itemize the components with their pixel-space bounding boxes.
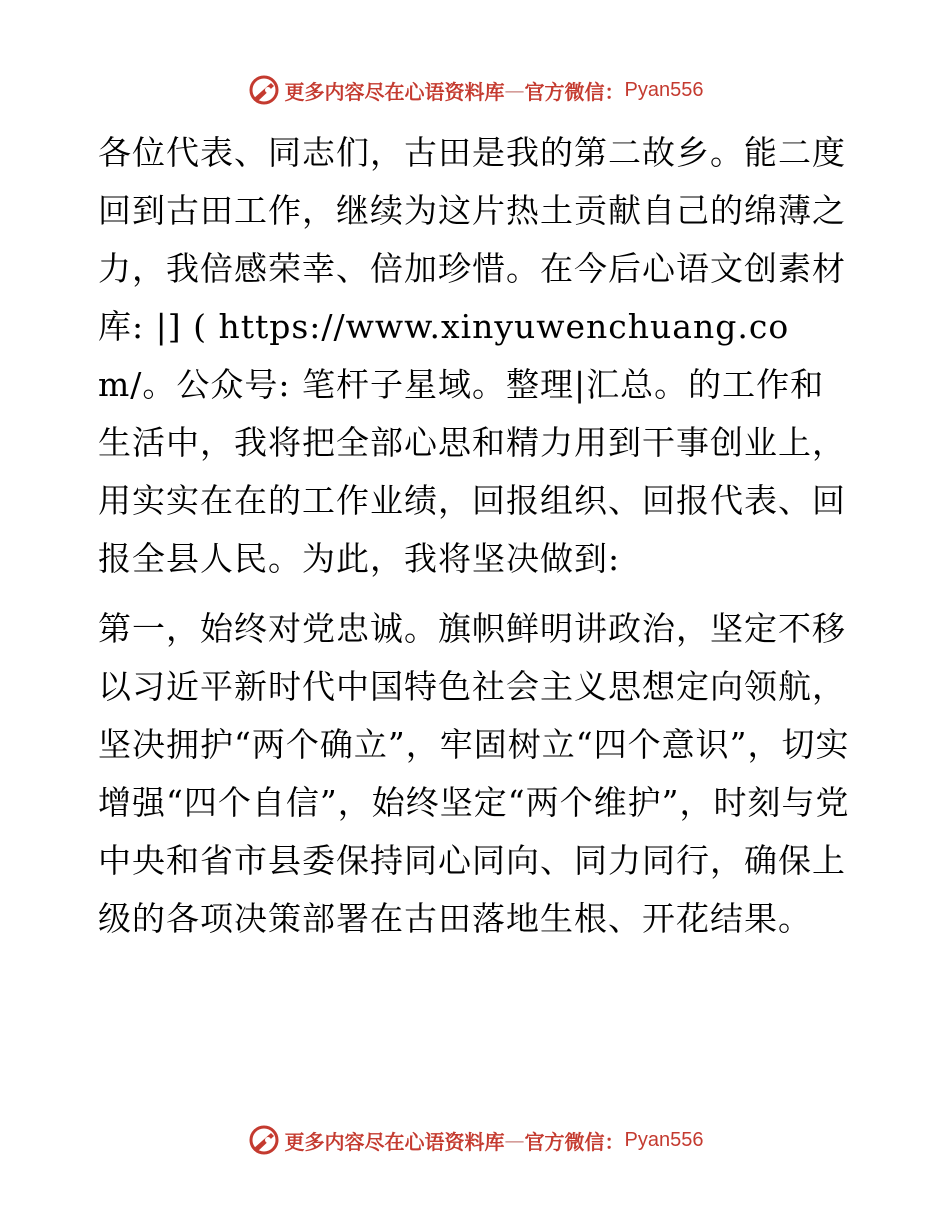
pen-logo-icon [247,73,281,107]
pen-logo-icon [247,1123,281,1157]
footer-watermark [0,1120,950,1160]
watermark-separator: — [504,78,525,102]
watermark-contact-label: 官方微信： [524,1129,625,1154]
watermark-separator: — [504,1128,525,1152]
header-watermark [0,70,950,110]
paragraph-first-point: 第一，始终对党忠诚。旗帜鲜明讲政治，坚定不移以习近平新时代中国特色社会主义思想定向领航，坚决拥护“两个确立”，牢固树立“四个意识”，切实增强“四个自信”，始终坚定“两个维护”，时刻与党中央和省市县委保持同心同向、同力同行，确保上级的各项决策部署在古田落地生根、开花结果。 [98,609,850,938]
watermark-id: Pyan556 [624,1128,704,1151]
watermark-text: 更多内容尽在心语资料库 [284,79,505,104]
document-body [98,124,853,960]
watermark-id: Pyan556 [624,78,704,101]
watermark-text: 更多内容尽在心语资料库 [284,1129,505,1154]
watermark-contact-label: 官方微信： [524,79,625,104]
paragraph-intro: 各位代表、同志们，古田是我的第二故乡。能二度回到古田工作，继续为这片热土贡献自己的绵薄之力，我倍感荣幸、倍加珍惜。在今后心语文创素材库: |] ( https://www.xinyuwenchuang.com/。公众号: 笔杆子星域。整理|汇总。的工作和生活中，我将把全部心思和精力用到干事创业上，用实实在在的工作业绩，回报组织、回报代表、回报全县人民。为此，我将坚决做到: [98,133,846,578]
